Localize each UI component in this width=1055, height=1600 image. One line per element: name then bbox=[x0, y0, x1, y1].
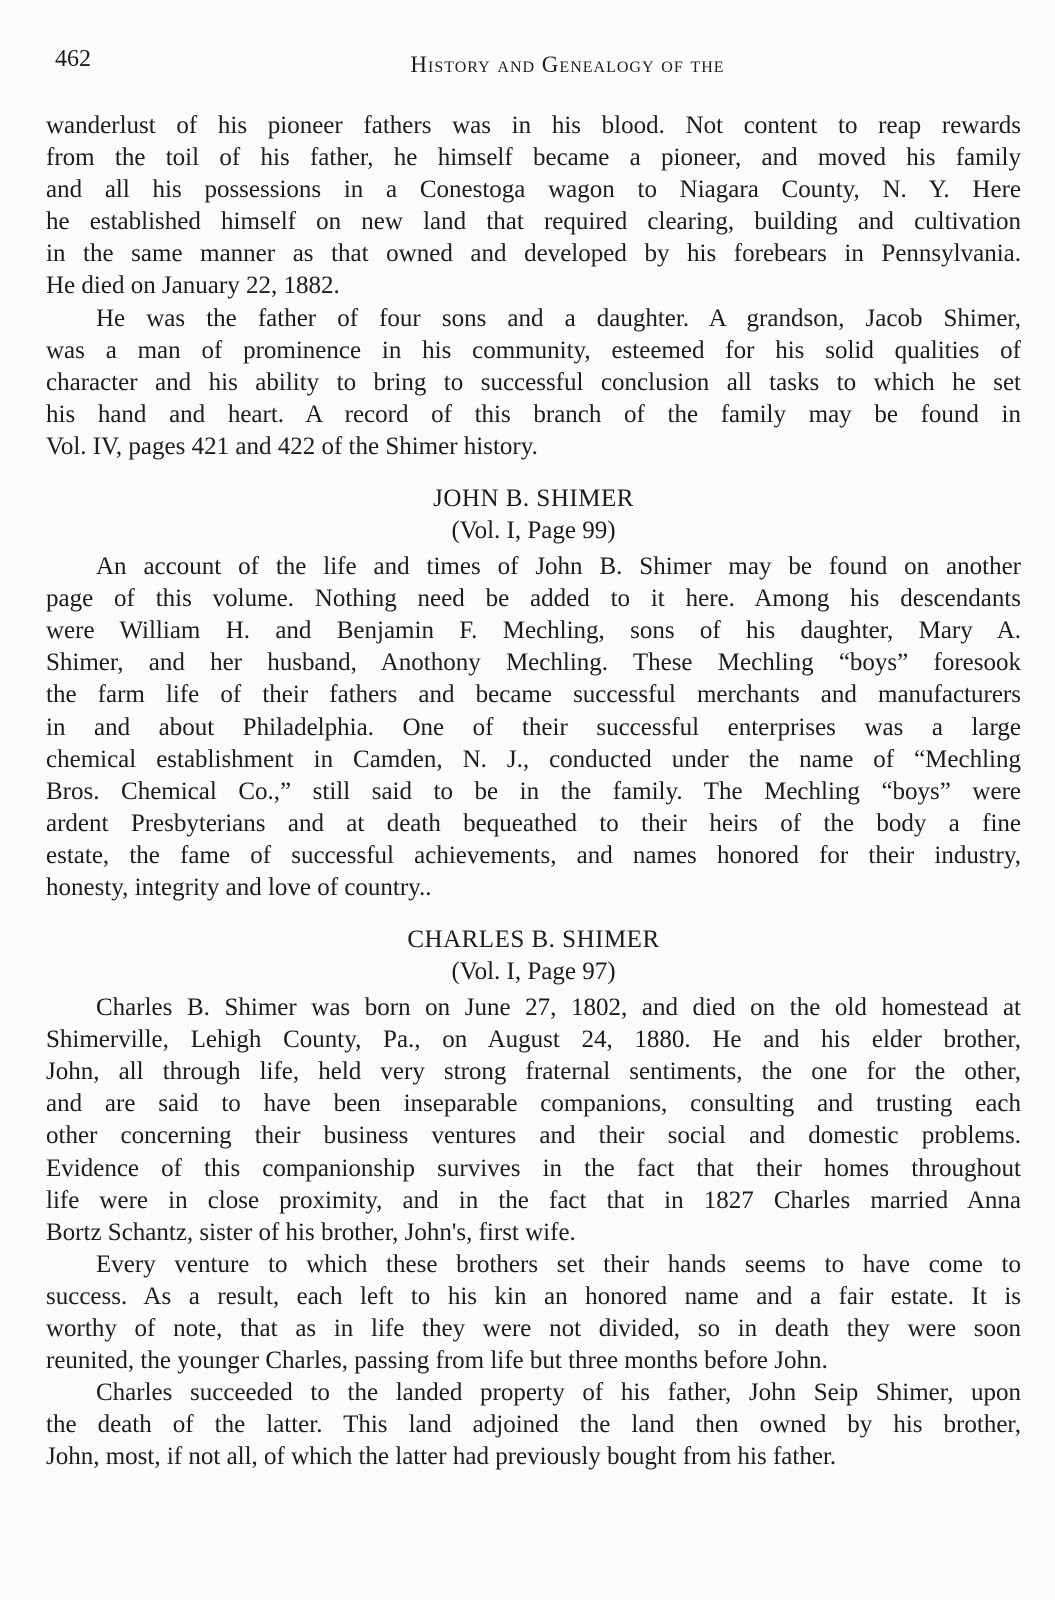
text-line: ardent Presbyterians and at death bequeathed to their heirs of the body a fine bbox=[46, 809, 1021, 837]
text-line: John, most, if not all, of which the latter had previously bought from his father. bbox=[46, 1443, 837, 1471]
text-line: in the same manner as that owned and developed by his forebears in Pennsylvania. bbox=[46, 240, 1021, 268]
running-title: History and Genealogy of the bbox=[410, 52, 725, 77]
text-line: and all his possessions in a Conestoga wagon to Niagara County, N. Y. Here bbox=[46, 176, 1021, 204]
text-line: and are said to have been inseparable companions, consulting and trusting each bbox=[46, 1090, 1021, 1118]
text-line: the death of the latter. This land adjoined the land then owned by his brother, bbox=[46, 1411, 1021, 1439]
text-line: page of this volume. Nothing need be added to it here. Among his descendants bbox=[46, 585, 1021, 613]
text-line: were William H. and Benjamin F. Mechling, sons of his daughter, Mary A. bbox=[46, 617, 1021, 645]
text-line: life were in close proximity, and in the fact that in 1827 Charles married Anna bbox=[46, 1186, 1021, 1214]
text-line: other concerning their business ventures and their social and domestic problems. bbox=[46, 1122, 1021, 1150]
page-number: 462 bbox=[55, 46, 91, 72]
text-line: chemical establishment in Camden, N. J., conducted under the name of “Mechling bbox=[46, 745, 1021, 773]
text-line: character and his ability to bring to successful conclusion all tasks to which he set bbox=[46, 368, 1021, 396]
text-line: honesty, integrity and love of country.. bbox=[46, 873, 432, 901]
text-line: from the toil of his father, he himself became a pioneer, and moved his family bbox=[46, 144, 1021, 172]
paragraph bbox=[46, 303, 1021, 463]
paragraph bbox=[46, 1249, 1021, 1377]
text-line: was a man of prominence in his community, esteemed for his solid qualities of bbox=[46, 336, 1021, 364]
text-line: reunited, the younger Charles, passing from life but three months before John. bbox=[46, 1347, 828, 1375]
text-line: John, all through life, held very strong fraternal sentiments, the one for the other, bbox=[46, 1058, 1021, 1086]
text-line: the farm life of their fathers and became successful merchants and manufacturers bbox=[46, 681, 1021, 709]
section-heading: CHARLES B. SHIMER bbox=[407, 926, 660, 954]
paragraph bbox=[46, 1377, 1021, 1473]
paragraph bbox=[46, 992, 1021, 1249]
text-line: Every venture to which these brothers set their hands seems to have come to bbox=[96, 1250, 1021, 1278]
text-line: Vol. IV, pages 421 and 422 of the Shimer history. bbox=[46, 432, 538, 460]
text-line: Bortz Schantz, sister of his brother, John's, first wife. bbox=[46, 1218, 576, 1246]
text-line: in and about Philadelphia. One of their successful enterprises was a large bbox=[46, 713, 1021, 741]
paragraph bbox=[46, 110, 1021, 303]
text-line: He died on January 22, 1882. bbox=[46, 272, 340, 300]
text-line: Evidence of this companionship survives in the fact that their homes throughout bbox=[46, 1154, 1021, 1182]
section-reference: (Vol. I, Page 99) bbox=[451, 517, 616, 545]
text-line: success. As a result, each left to his kin an honored name and a fair estate. It is bbox=[46, 1282, 1021, 1310]
text-line: worthy of note, that as in life they were not divided, so in death they were soon bbox=[46, 1315, 1021, 1342]
text-line: Charles succeeded to the landed property of his father, John Seip Shimer, upon bbox=[96, 1379, 1021, 1407]
text-line: Charles B. Shimer was born on June 27, 1802, and died on the old homestead at bbox=[96, 994, 1021, 1022]
page-body bbox=[46, 110, 1021, 1473]
section-heading: JOHN B. SHIMER bbox=[433, 485, 634, 513]
page-header bbox=[55, 42, 1020, 82]
text-line: he established himself on new land that required clearing, building and cultivation bbox=[46, 208, 1021, 236]
text-line: wanderlust of his pioneer fathers was in his blood. Not content to reap rewards bbox=[46, 112, 1021, 139]
section-reference: (Vol. I, Page 97) bbox=[451, 958, 616, 986]
paragraph bbox=[46, 551, 1021, 904]
text-line: Bros. Chemical Co.,” still said to be in the family. The Mechling “boys” were bbox=[46, 777, 1021, 805]
text-line: Shimerville, Lehigh County, Pa., on August 24, 1880. He and his elder brother, bbox=[46, 1026, 1021, 1054]
text-line: Shimer, and her husband, Anothony Mechling. These Mechling “boys” foresook bbox=[46, 649, 1021, 677]
text-line: estate, the fame of successful achievements, and names honored for their industry, bbox=[46, 841, 1021, 869]
text-line: An account of the life and times of John B. Shimer may be found on another bbox=[96, 553, 1021, 581]
text-line: He was the father of four sons and a daughter. A grandson, Jacob Shimer, bbox=[96, 304, 1021, 332]
text-line: his hand and heart. A record of this branch of the family may be found in bbox=[46, 400, 1021, 428]
